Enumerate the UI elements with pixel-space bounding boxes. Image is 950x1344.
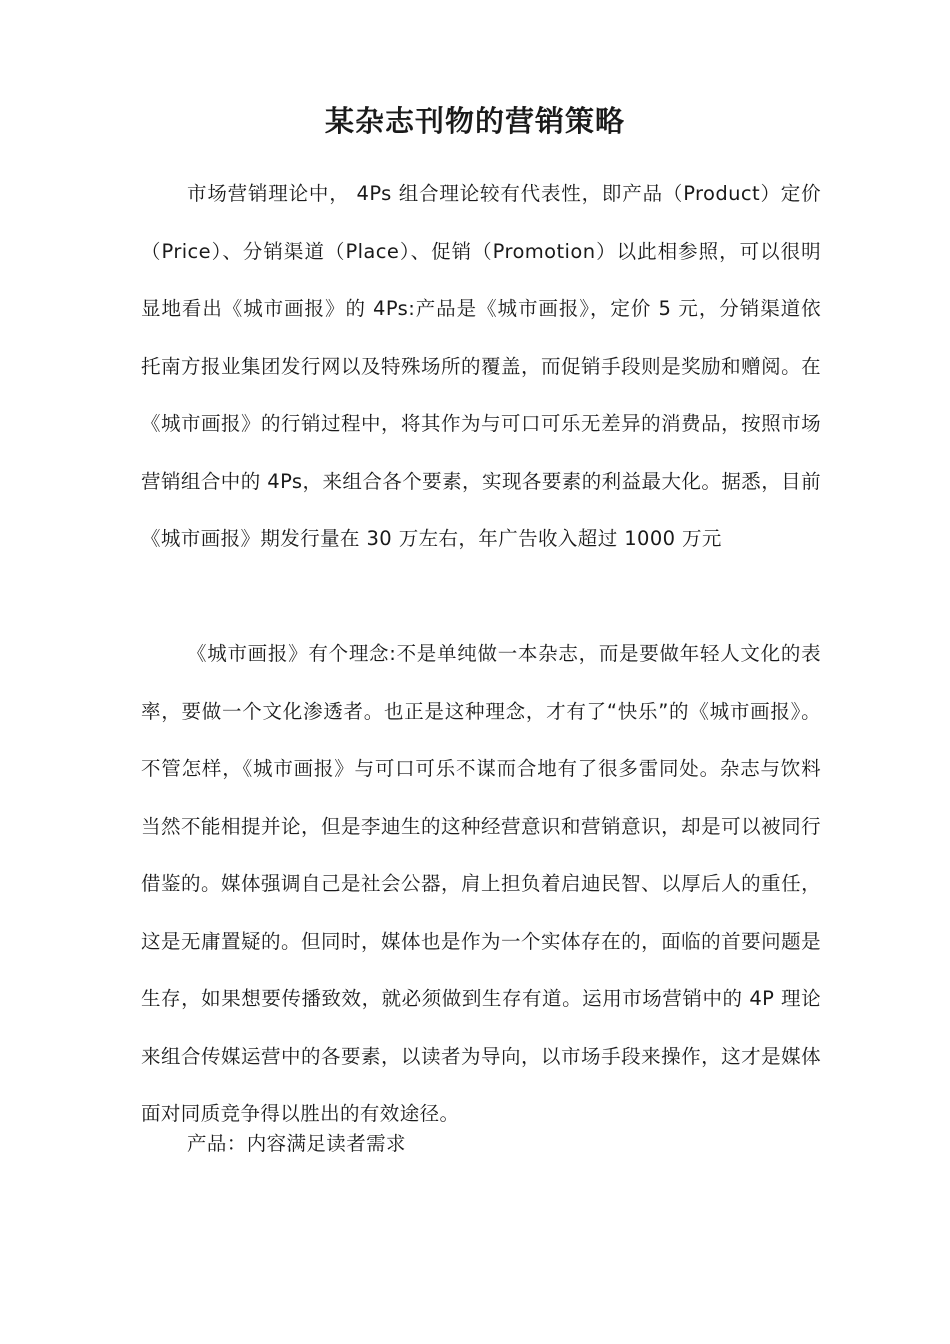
paragraph-brand-philosophy: 《城市画报》有个理念:不是单纯做一本杂志，而是要做年轻人文化的表率，要做一个文化渗透者。也正是这种理念，才有了“快乐”的《城市画报》。不管怎样，《城市画报》与可口可乐不谋而合地有了很多雷同处。杂志与饮料当然不能相提并论，但是李迪生的这种经营意识和营销意识，却是可以被同行借鉴的。媒体强调自己是社会公器，肩上担负着启迪民智、以厚后人的重任，这是无庸置疑的。但同时，媒体也是作为一个实体存在的，面临的首要问题是生存，如果想要传播致效，就必须做到生存有道。运用市场营销中的 4P 理论来组合传媒运营中的各要素，以读者为导向，以市场手段来操作，这才是媒体面对同质竞争得以胜出的有效途径。	[141, 642, 821, 1125]
paragraph-4ps-theory: 市场营销理论中， 4Ps 组合理论较有代表性，即产品（Product）定价（Price）、分销渠道（Place）、促销（Promotion）以此相参照，可以很明显地看出《城市画报》的 4Ps:产品是《城市画报》，定价 5 元，分销渠道依托南方报业集团发行网以及特殊场所的覆盖，而促销手段则是奖励和赠阅。在《城市画报》的行销过程中，将其作为与可口可乐无差异的消费品，按照市场营销组合中的 4Ps，来组合各个要素，实现各要素的利益最大化。据悉，目前《城市画报》期发行量在 30 万左右，年广告收入超过 1000 万元	[141, 182, 821, 550]
section-subheading-product: 产品：内容满足读者需求	[187, 1132, 406, 1155]
document-title: 某杂志刊物的营销策略	[324, 104, 625, 138]
